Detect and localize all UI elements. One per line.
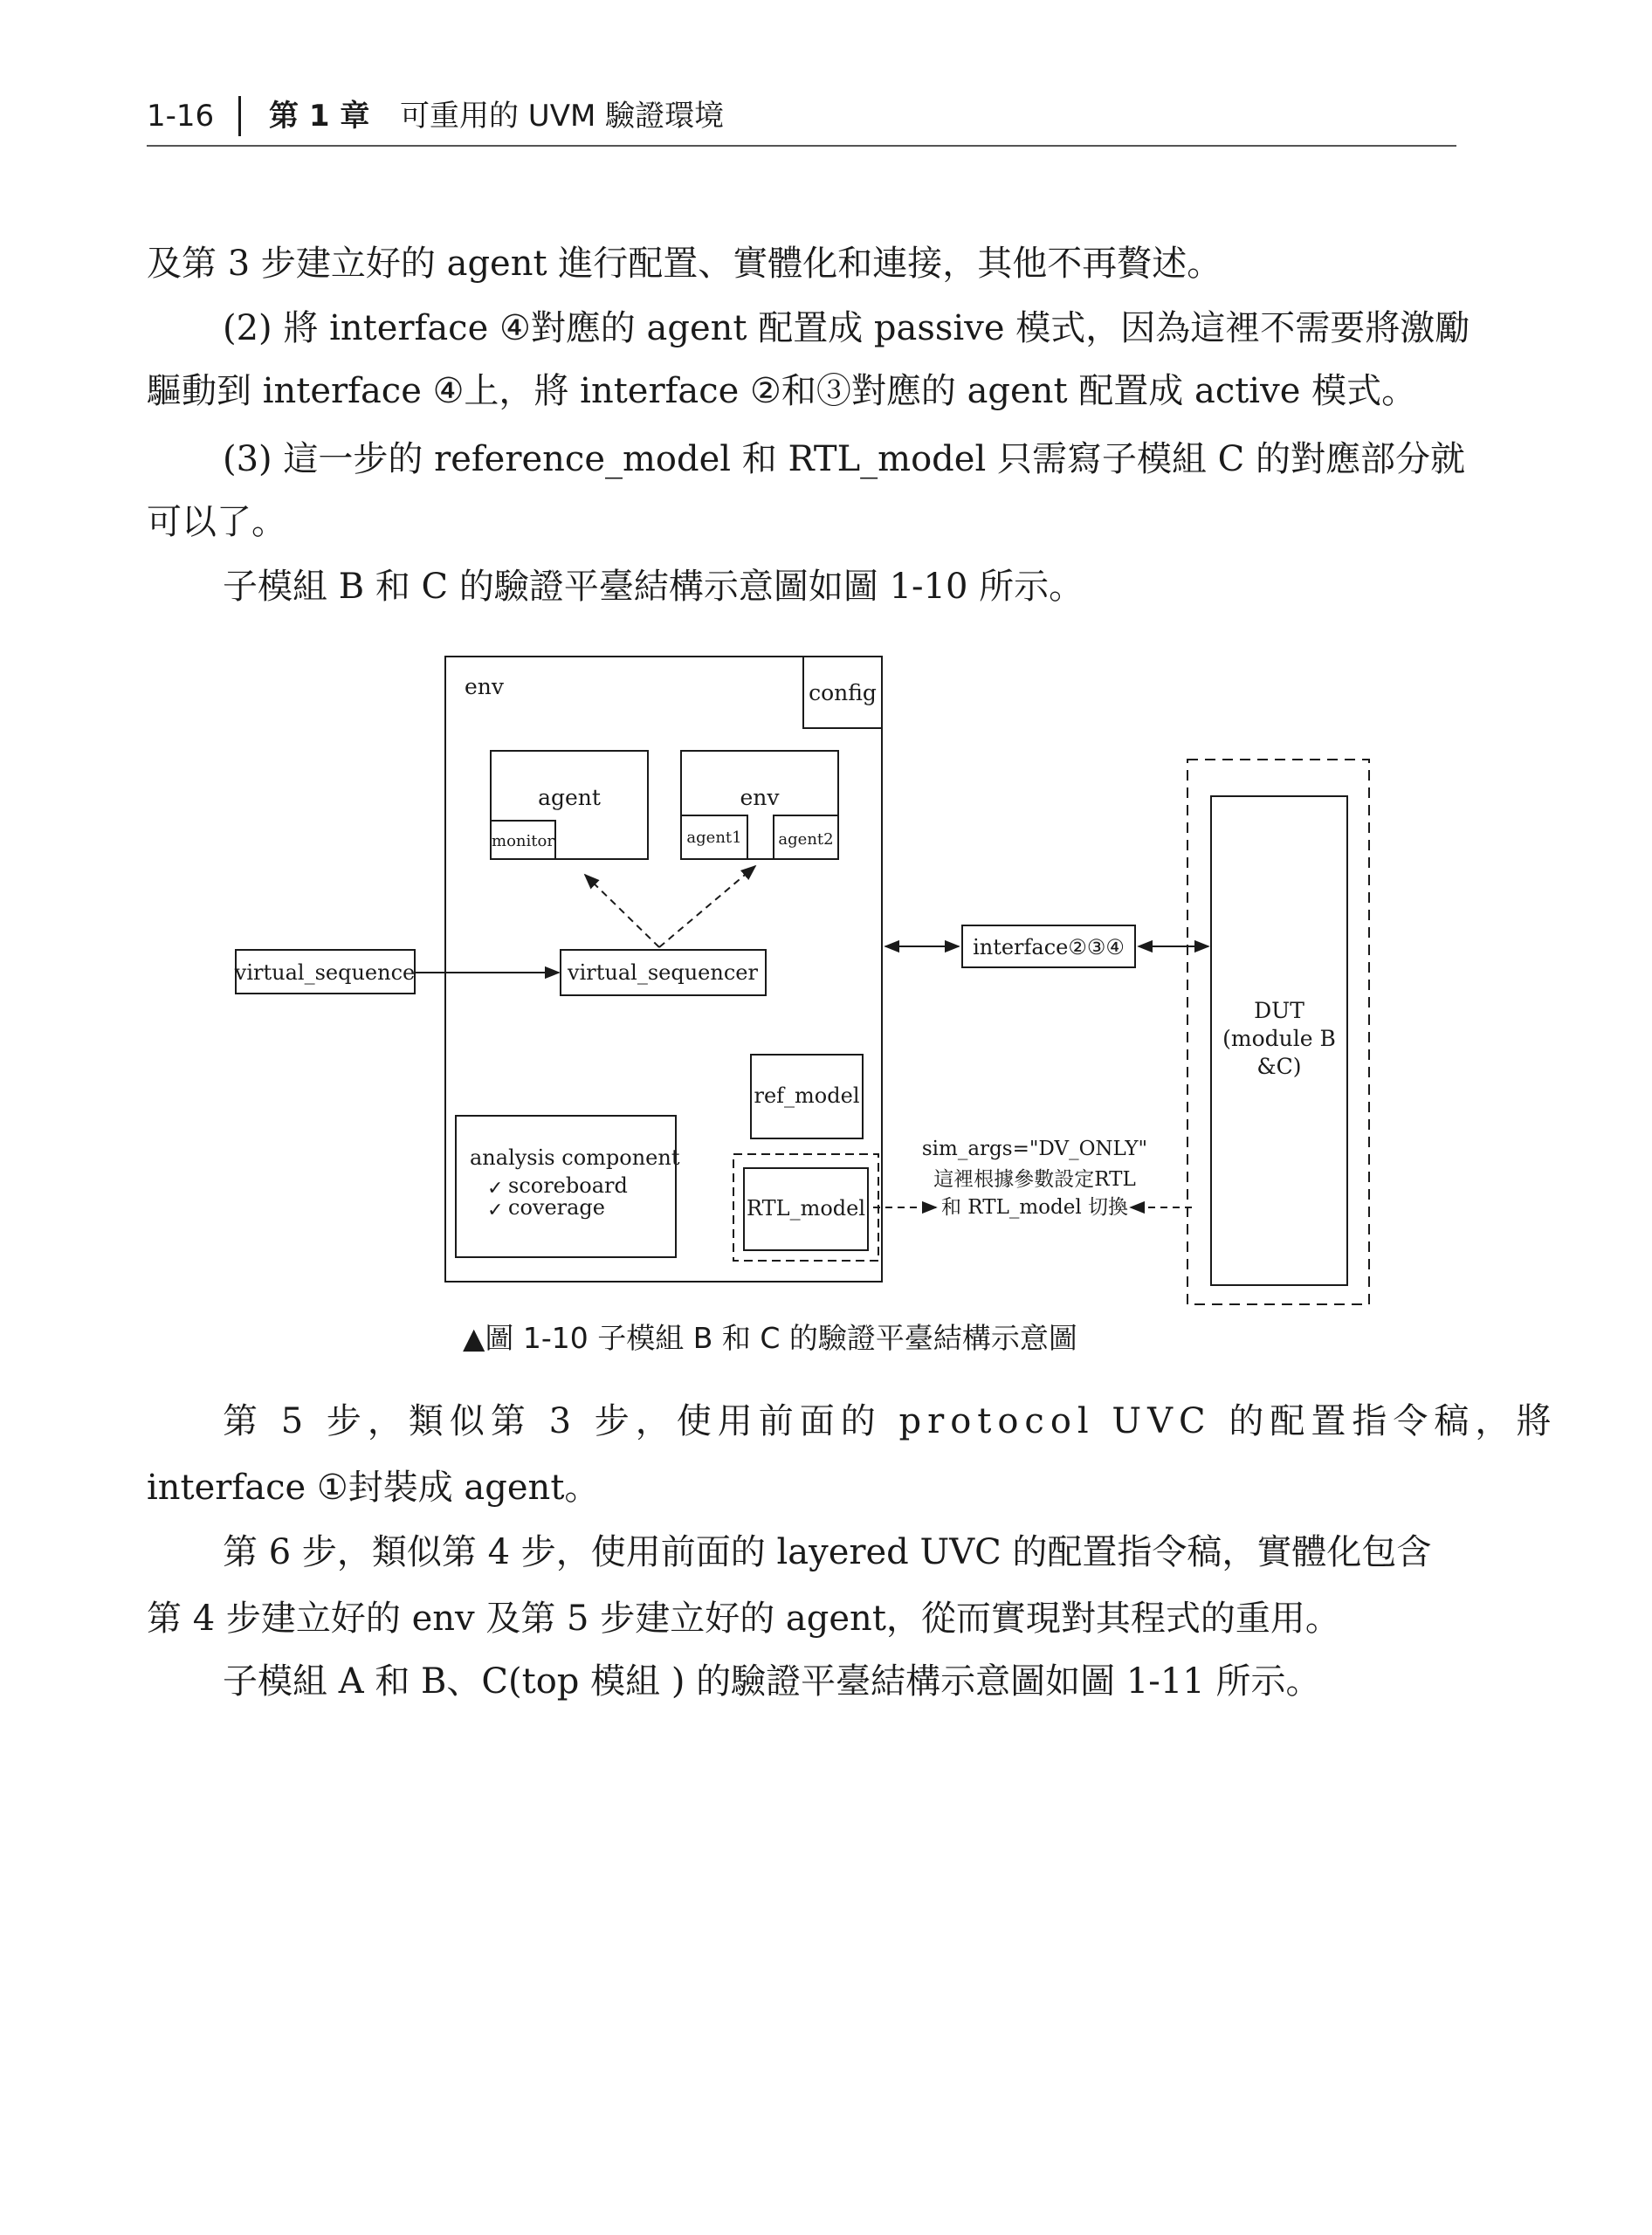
- agent2-label: agent2: [778, 830, 834, 849]
- ref-model-label: ref_model: [754, 1083, 860, 1108]
- dut-label: &C): [1256, 1054, 1302, 1079]
- config-label: config: [809, 680, 877, 705]
- paragraph-line: 第 5 步，類似第 3 步，使用前面的 protocol UVC 的配置指令稿，將: [223, 1401, 1558, 1441]
- sequencer-to-env-arrow: [659, 866, 755, 947]
- sim-args-note: 這裡根據參數設定RTL: [933, 1168, 1136, 1191]
- paragraph-line: 子模組 B 和 C 的驗證平臺結構示意圖如圖 1-10 所示。: [223, 567, 1084, 607]
- dut-label: (module B: [1222, 1026, 1336, 1051]
- paragraph-line: (2) 將 interface ④對應的 agent 配置成 passive 模式，因為這裡不需要將激勵: [223, 308, 1470, 348]
- check-icon: ✓: [487, 1178, 504, 1200]
- analysis-item: coverage: [508, 1195, 605, 1220]
- chapter-label: 第 1 章: [269, 99, 370, 134]
- paragraph-line: 驅動到 interface ④上，將 interface ②和③對應的 agent 配置成 active 模式。: [147, 371, 1417, 411]
- analysis-item: scoreboard: [508, 1173, 628, 1198]
- rtl-model-label: RTL_model: [746, 1196, 866, 1221]
- sequencer-to-agent-arrow: [585, 875, 659, 947]
- page-number: 1-16: [147, 99, 215, 134]
- paragraph-line: 及第 3 步建立好的 agent 進行配置、實體化和連接，其他不再贅述。: [147, 244, 1222, 284]
- agent1-label: agent1: [686, 829, 742, 847]
- agent-label: agent: [538, 785, 601, 810]
- virtual-sequence-label: virtual_sequence: [234, 960, 416, 985]
- env-label: env: [465, 674, 505, 699]
- sim-args-note: sim_args="DV_ONLY": [921, 1138, 1148, 1160]
- chapter-title: 可重用的 UVM 驗證環境: [400, 99, 725, 134]
- inner-env-label: env: [740, 785, 780, 810]
- paragraph-line: interface ①封裝成 agent。: [147, 1468, 600, 1508]
- check-icon: ✓: [487, 1200, 504, 1221]
- virtual-sequencer-label: virtual_sequencer: [568, 960, 758, 985]
- analysis-title: analysis component: [470, 1145, 680, 1170]
- figure-caption: ▲圖 1-10 子模組 B 和 C 的驗證平臺結構示意圖: [463, 1321, 1077, 1355]
- paragraph-line: (3) 這一步的 reference_model 和 RTL_model 只需寫子模組 C 的對應部分就: [223, 439, 1465, 479]
- monitor-label: monitor: [492, 832, 554, 850]
- paragraph-line: 可以了。: [147, 502, 286, 542]
- paragraph-line: 子模組 A 和 B、C(top 模組 ) 的驗證平臺結構示意圖如圖 1-11 所示。: [223, 1661, 1321, 1702]
- paragraph-line: 第 6 步，類似第 4 步，使用前面的 layered UVC 的配置指令稿，實體化包含: [223, 1532, 1432, 1572]
- sim-args-note: 和 RTL_model 切換: [941, 1196, 1128, 1219]
- interface-label: interface②③④: [973, 935, 1125, 959]
- paragraph-line: 第 4 步建立好的 env 及第 5 步建立好的 agent，從而實現對其程式的重用。: [147, 1599, 1340, 1639]
- dut-label: DUT: [1254, 998, 1304, 1023]
